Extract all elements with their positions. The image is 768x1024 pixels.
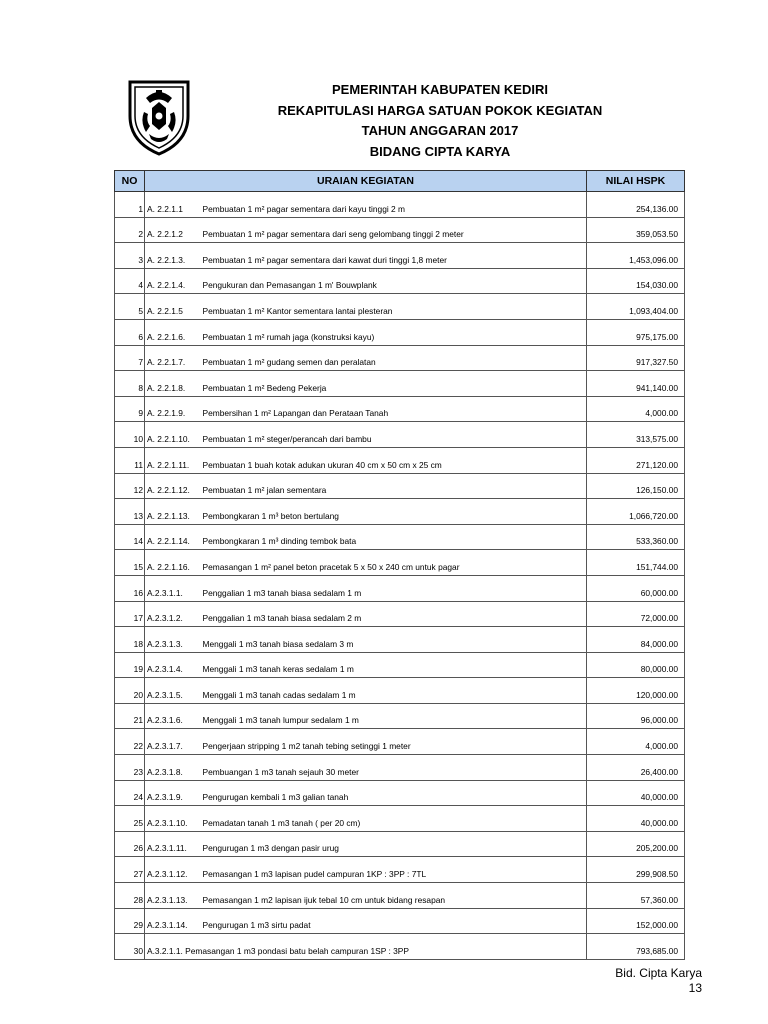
- row-number: 3: [115, 243, 145, 269]
- row-description: Pemadatan tanah 1 m3 tanah ( per 20 cm): [203, 806, 587, 832]
- row-description: Penggalian 1 m3 tanah biasa sedalam 1 m: [203, 575, 587, 601]
- row-code: A. 2.2.1.6.: [145, 319, 203, 345]
- table-row: [115, 499, 685, 525]
- row-value: 151,744.00: [587, 550, 685, 576]
- row-code: A. 2.2.1.12.: [145, 473, 203, 499]
- row-number: 30: [115, 934, 145, 960]
- row-value: 4,000.00: [587, 729, 685, 755]
- row-value: 60,000.00: [587, 575, 685, 601]
- table-row: [115, 268, 685, 294]
- table-row: [115, 780, 685, 806]
- row-description: Pembuatan 1 m² rumah jaga (konstruksi kayu): [203, 319, 587, 345]
- row-code: A.2.3.1.3.: [145, 627, 203, 653]
- col-header-uraian: URAIAN KEGIATAN: [145, 171, 587, 192]
- row-code: A. 2.2.1.13.: [145, 499, 203, 525]
- row-value: 975,175.00: [587, 319, 685, 345]
- row-value: 72,000.00: [587, 601, 685, 627]
- row-number: 1: [115, 192, 145, 218]
- row-code: A. 2.2.1.5: [145, 294, 203, 320]
- row-description: Pengerjaan stripping 1 m2 tanah tebing setinggi 1 meter: [203, 729, 587, 755]
- row-code: A.2.3.1.2.: [145, 601, 203, 627]
- col-header-nilai: NILAI HSPK: [587, 171, 685, 192]
- row-code: A. 2.2.1.10.: [145, 422, 203, 448]
- row-value: 40,000.00: [587, 780, 685, 806]
- row-number: 25: [115, 806, 145, 832]
- row-value: 96,000.00: [587, 703, 685, 729]
- row-value: 271,120.00: [587, 447, 685, 473]
- row-value: 533,360.00: [587, 524, 685, 550]
- row-value: 917,327.50: [587, 345, 685, 371]
- row-description: Pemasangan 1 m² panel beton pracetak 5 x 50 x 240 cm untuk pagar: [203, 550, 587, 576]
- row-number: 12: [115, 473, 145, 499]
- hspk-table: [114, 170, 685, 960]
- row-code: A. 2.2.1.16.: [145, 550, 203, 576]
- header-year: TAHUN ANGGARAN 2017: [361, 123, 519, 138]
- table-row: [115, 550, 685, 576]
- row-code: A. 2.2.1.14.: [145, 524, 203, 550]
- row-value: 26,400.00: [587, 755, 685, 781]
- row-code: A. 2.2.1.7.: [145, 345, 203, 371]
- row-value: 1,093,404.00: [587, 294, 685, 320]
- row-number: 29: [115, 908, 145, 934]
- row-code: A.3.2.1.1. Pemasangan 1 m3 pondasi batu belah campuran 1SP : 3PP: [145, 934, 203, 960]
- row-code: A.2.3.1.8.: [145, 755, 203, 781]
- row-number: 14: [115, 524, 145, 550]
- row-description: Pembuatan 1 m² jalan sementara: [203, 473, 587, 499]
- row-number: 7: [115, 345, 145, 371]
- row-description: Pembongkaran 1 m³ dinding tembok bata: [203, 524, 587, 550]
- row-value: 1,453,096.00: [587, 243, 685, 269]
- row-value: 1,066,720.00: [587, 499, 685, 525]
- row-description: Pengukuran dan Pemasangan 1 m' Bouwplank: [203, 268, 587, 294]
- document-header: [180, 80, 700, 162]
- row-number: 9: [115, 396, 145, 422]
- table-row: [115, 729, 685, 755]
- header-government: PEMERINTAH KABUPATEN KEDIRI: [332, 82, 548, 97]
- row-number: 6: [115, 319, 145, 345]
- row-description: Pembuatan 1 m² gudang semen dan peralatan: [203, 345, 587, 371]
- row-description: Pengurugan 1 m3 sirtu padat: [203, 908, 587, 934]
- row-number: 5: [115, 294, 145, 320]
- table-row: [115, 396, 685, 422]
- row-value: 120,000.00: [587, 678, 685, 704]
- row-number: 22: [115, 729, 145, 755]
- row-value: 299,908.50: [587, 857, 685, 883]
- row-number: 26: [115, 831, 145, 857]
- row-description: Penggalian 1 m3 tanah biasa sedalam 2 m: [203, 601, 587, 627]
- table-row: [115, 447, 685, 473]
- row-code: A. 2.2.1.8.: [145, 371, 203, 397]
- row-description: Pembuatan 1 buah kotak adukan ukuran 40 cm x 50 cm x 25 cm: [203, 447, 587, 473]
- row-code: A.2.3.1.1.: [145, 575, 203, 601]
- table-row: [115, 294, 685, 320]
- row-code: A.2.3.1.6.: [145, 703, 203, 729]
- row-number: 24: [115, 780, 145, 806]
- table-row: [115, 883, 685, 909]
- row-description: Menggali 1 m3 tanah cadas sedalam 1 m: [203, 678, 587, 704]
- table-row: [115, 192, 685, 218]
- table-row: [115, 908, 685, 934]
- row-number: 27: [115, 857, 145, 883]
- row-description: Pembuatan 1 m² pagar sementara dari kawat duri tinggi 1,8 meter: [203, 243, 587, 269]
- row-description: Pemasangan 1 m2 lapisan ijuk tebal 10 cm untuk bidang resapan: [203, 883, 587, 909]
- row-description: Pembuatan 1 m² steger/perancah dari bambu: [203, 422, 587, 448]
- row-description: Pembuatan 1 m² Kantor sementara lantai plesteran: [203, 294, 587, 320]
- row-code: A.2.3.1.14.: [145, 908, 203, 934]
- row-number: 15: [115, 550, 145, 576]
- table-row: [115, 243, 685, 269]
- footer-division-label: Bid. Cipta Karya: [615, 966, 702, 980]
- header-title: REKAPITULASI HARGA SATUAN POKOK KEGIATAN: [277, 102, 603, 118]
- row-value: 152,000.00: [587, 908, 685, 934]
- row-description: Pembuatan 1 m² pagar sementara dari kayu tinggi 2 m: [203, 192, 587, 218]
- row-description: Menggali 1 m3 tanah keras sedalam 1 m: [203, 652, 587, 678]
- row-value: 254,136.00: [587, 192, 685, 218]
- table-row: [115, 934, 685, 960]
- table-row: [115, 345, 685, 371]
- row-code: A.2.3.1.7.: [145, 729, 203, 755]
- row-code: A.2.3.1.5.: [145, 678, 203, 704]
- row-code: A. 2.2.1.9.: [145, 396, 203, 422]
- row-value: 313,575.00: [587, 422, 685, 448]
- table-row: [115, 422, 685, 448]
- table-header-row: [115, 171, 685, 192]
- table-row: [115, 703, 685, 729]
- row-number: 13: [115, 499, 145, 525]
- row-value: 57,360.00: [587, 883, 685, 909]
- row-code: A. 2.2.1.2: [145, 217, 203, 243]
- row-description: Menggali 1 m3 tanah biasa sedalam 3 m: [203, 627, 587, 653]
- row-value: 80,000.00: [587, 652, 685, 678]
- row-number: 8: [115, 371, 145, 397]
- row-code: A.2.3.1.13.: [145, 883, 203, 909]
- row-code: A. 2.2.1.11.: [145, 447, 203, 473]
- row-number: 16: [115, 575, 145, 601]
- row-code: A.2.3.1.9.: [145, 780, 203, 806]
- row-number: 20: [115, 678, 145, 704]
- row-code: A.2.3.1.4.: [145, 652, 203, 678]
- row-code: A. 2.2.1.3.: [145, 243, 203, 269]
- row-number: 10: [115, 422, 145, 448]
- row-value: 40,000.00: [587, 806, 685, 832]
- row-description: Pengurugan kembali 1 m3 galian tanah: [203, 780, 587, 806]
- row-description: Pembuatan 1 m² Bedeng Pekerja: [203, 371, 587, 397]
- table-row: [115, 371, 685, 397]
- row-description: Pemasangan 1 m3 lapisan pudel campuran 1KP : 3PP : 7TL: [203, 857, 587, 883]
- table-row: [115, 319, 685, 345]
- row-description: Pembuatan 1 m² pagar sementara dari seng gelombang tinggi 2 meter: [203, 217, 587, 243]
- row-description: Pembongkaran 1 m³ beton bertulang: [203, 499, 587, 525]
- table-row: [115, 575, 685, 601]
- row-number: 11: [115, 447, 145, 473]
- row-code: A. 2.2.1.1: [145, 192, 203, 218]
- row-description: Pengurugan 1 m3 dengan pasir urug: [203, 831, 587, 857]
- row-number: 23: [115, 755, 145, 781]
- row-value: 4,000.00: [587, 396, 685, 422]
- table-row: [115, 627, 685, 653]
- row-code: A.2.3.1.12.: [145, 857, 203, 883]
- col-header-no: NO: [115, 171, 145, 192]
- row-value: 793,685.00: [587, 934, 685, 960]
- row-value: 84,000.00: [587, 627, 685, 653]
- row-number: 18: [115, 627, 145, 653]
- table-row: [115, 857, 685, 883]
- table-row: [115, 601, 685, 627]
- table-row: [115, 806, 685, 832]
- table-row: [115, 678, 685, 704]
- row-number: 28: [115, 883, 145, 909]
- row-number: 2: [115, 217, 145, 243]
- row-number: 21: [115, 703, 145, 729]
- row-value: 126,150.00: [587, 473, 685, 499]
- row-value: 205,200.00: [587, 831, 685, 857]
- row-code: A.2.3.1.11.: [145, 831, 203, 857]
- table-row: [115, 473, 685, 499]
- header-division: BIDANG CIPTA KARYA: [369, 143, 511, 159]
- page-number: 13: [688, 981, 702, 995]
- row-value: 359,053.50: [587, 217, 685, 243]
- row-number: 4: [115, 268, 145, 294]
- row-description: Pembuangan 1 m3 tanah sejauh 30 meter: [203, 755, 587, 781]
- table-row: [115, 755, 685, 781]
- table-row: [115, 217, 685, 243]
- table-row: [115, 652, 685, 678]
- row-description: Pembersihan 1 m² Lapangan dan Perataan Tanah: [203, 396, 587, 422]
- row-value: 154,030.00: [587, 268, 685, 294]
- table-row: [115, 831, 685, 857]
- row-value: 941,140.00: [587, 371, 685, 397]
- row-number: 17: [115, 601, 145, 627]
- row-number: 19: [115, 652, 145, 678]
- row-code: A.2.3.1.10.: [145, 806, 203, 832]
- row-code: A. 2.2.1.4.: [145, 268, 203, 294]
- table-row: [115, 524, 685, 550]
- row-description: Menggali 1 m3 tanah lumpur sedalam 1 m: [203, 703, 587, 729]
